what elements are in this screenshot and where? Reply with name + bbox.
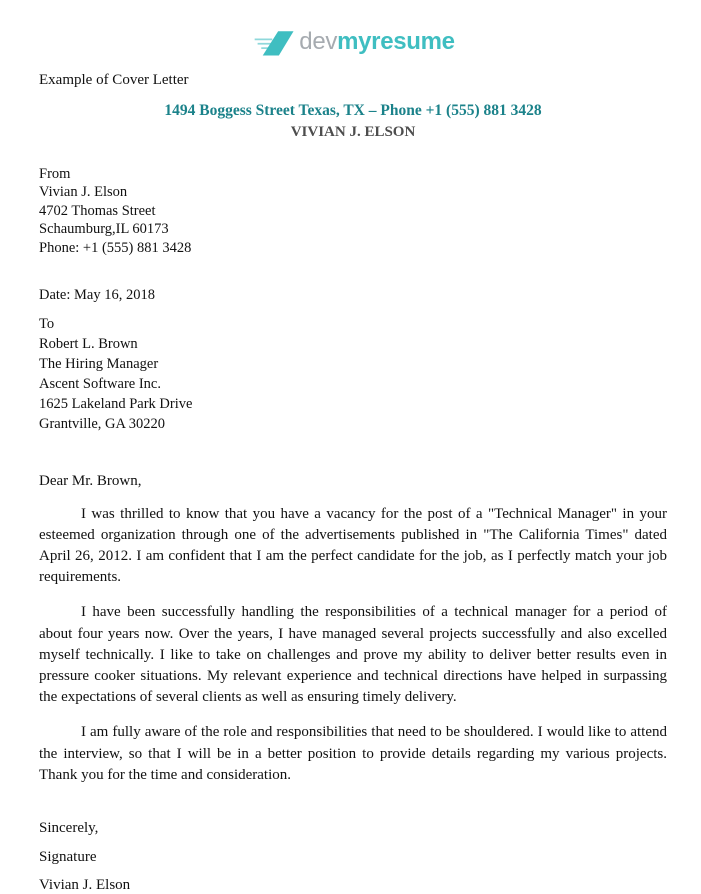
- from-section: [39, 165, 667, 258]
- from-line: Schaumburg,IL 60173: [39, 221, 169, 238]
- doc-label: Example of Cover Letter: [39, 72, 189, 88]
- letterhead-address: 1494 Boggess Street Texas, TX – Phone +1 (555) 881 3428: [164, 102, 542, 119]
- letterhead: [39, 101, 667, 143]
- to-label: To: [39, 315, 55, 332]
- to-line: Robert L. Brown: [39, 335, 138, 352]
- signer-name: Vivian J. Elson: [39, 877, 131, 894]
- valediction: Sincerely,: [39, 820, 99, 837]
- to-line: Ascent Software Inc.: [39, 375, 161, 392]
- paper-plane-icon: [251, 28, 295, 58]
- from-label: From: [39, 165, 71, 182]
- logo: [39, 22, 667, 62]
- signature-label: Signature: [39, 849, 97, 866]
- from-line: 4702 Thomas Street: [39, 202, 156, 219]
- from-line: Vivian J. Elson: [39, 184, 128, 201]
- body-paragraph: I have been successfully handling the responsibilities of a technical manager for a period of about four years now. Over the years, I have managed several projects successfully and also excelled myself technically. I like to take on challenges and prove my ability to deliver better results even in pressure cooker situations. My relevant experience and technical directions have helped in surpassing the expectations of several clients as well as ensuring timely delivery.: [39, 604, 667, 706]
- from-line: Phone: +1 (555) 881 3428: [39, 240, 192, 257]
- letterhead-name: VIVIAN J. ELSON: [290, 124, 416, 141]
- body-paragraph: I was thrilled to know that you have a vacancy for the post of a "Technical Manager" in your esteemed organization through one of the advertisements published in "The California Times" dated April 26, 2012. I am confident that I am the perfect candidate for the job, as I perfectly match your job requirements.: [39, 505, 667, 586]
- salutation: Dear Mr. Brown,: [39, 472, 142, 489]
- to-line: 1625 Lakeland Park Drive: [39, 395, 193, 412]
- date-line: Date: May 16, 2018: [39, 286, 155, 303]
- body-paragraph: I am fully aware of the role and responsibilities that need to be shouldered. I would like to attend the interview, so that I will be in a better position to provide details regarding my various projects. Thank you for the time and consideration.: [39, 724, 667, 783]
- to-line: The Hiring Manager: [39, 355, 159, 372]
- logo-text-dev: dev: [299, 28, 338, 55]
- logo-text-myresume: myresume: [337, 28, 455, 55]
- logo-text: [299, 30, 454, 54]
- to-section: [39, 314, 667, 434]
- to-line: Grantville, GA 30220: [39, 415, 166, 432]
